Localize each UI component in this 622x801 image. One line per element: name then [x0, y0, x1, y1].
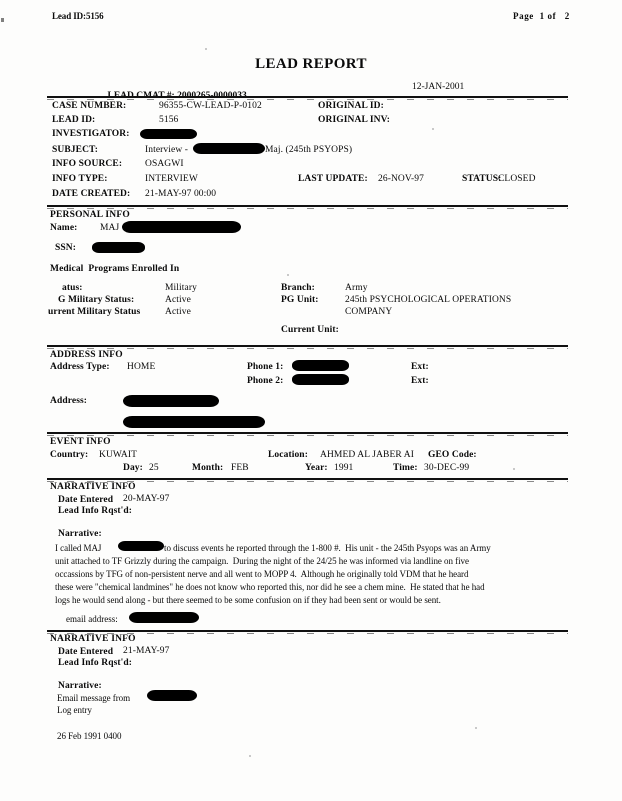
divider-header	[47, 96, 568, 98]
section-narrative-info-1: NARRATIVE INFO	[50, 482, 136, 492]
current-unit-label: Current Unit:	[281, 325, 339, 335]
section-narrative-info-2: NARRATIVE INFO	[50, 634, 136, 644]
narrative-body-2-line-2: 26 Feb 1991 0400	[57, 731, 122, 741]
info-type-label: INFO TYPE:	[52, 174, 108, 184]
status-label: STATUS:	[462, 174, 502, 184]
address-type-label: Address Type:	[50, 362, 110, 372]
address-redaction-line2	[123, 416, 265, 428]
country-label: Country:	[50, 450, 89, 460]
day-label: Day:	[123, 463, 143, 473]
location-label: Location:	[268, 450, 308, 460]
page-title: LEAD REPORT	[255, 56, 367, 72]
status-field-label: atus:	[62, 283, 83, 293]
last-update-value: 26-NOV-97	[378, 174, 424, 184]
address-redaction-line1	[123, 395, 219, 407]
narrative-body-1-line-0: to discuss events he reported through the 1-800 #. His unit - the 245th Psyops was an Army	[164, 543, 491, 553]
geo-code-label: GEO Code:	[428, 450, 477, 460]
narrative-body-1-line-2: occassions by TFG of non-persistent nerve and all went to MOPP 4. Although he originally told VDM that he heard	[55, 569, 469, 579]
section-event-info: EVENT INFO	[50, 437, 111, 447]
phone2-label: Phone 2:	[247, 376, 284, 386]
phone1-redaction	[292, 360, 349, 371]
name-redaction	[122, 221, 241, 233]
narrative-1-name-redaction	[118, 541, 164, 551]
address-label: Address:	[50, 396, 88, 406]
narrative-body-2-line-1: Log entry	[57, 705, 92, 715]
info-source-label: INFO SOURCE:	[52, 159, 123, 169]
divider-narrative-1	[47, 478, 568, 480]
divider-address	[47, 345, 568, 347]
case-number-value: 96355-CW-LEAD-P-0102	[159, 101, 262, 111]
lead-id-label: LEAD ID:	[52, 115, 96, 125]
original-inv-label: ORIGINAL INV:	[318, 115, 390, 125]
subject-value-prefix: Interview -	[145, 145, 189, 155]
date-entered-label-1: Date Entered	[58, 495, 114, 505]
narrative-label-2: Narrative:	[58, 681, 102, 691]
subject-label: SUBJECT:	[52, 145, 99, 155]
time-value: 30-DEC-99	[424, 463, 470, 473]
month-label: Month:	[192, 463, 224, 473]
subject-value-suffix: Maj. (245th PSYOPS)	[265, 145, 353, 155]
narrative-body-1-line-1: unit attached to TF Grizzly during the campaign. During the night of the 24/25 he was informed via landline on five	[55, 556, 469, 566]
section-personal-info: PERSONAL INFO	[50, 210, 130, 220]
case-number-label: CASE NUMBER:	[52, 101, 127, 111]
original-id-label: ORIGINAL ID:	[318, 101, 384, 111]
report-date: 12-JAN-2001	[412, 82, 465, 92]
subject-name-redaction	[193, 143, 265, 154]
address-type-value: HOME	[127, 362, 156, 372]
date-entered-value-2: 21-MAY-97	[123, 646, 170, 656]
pg-unit-value-line1: 245th PSYCHOLOGICAL OPERATIONS	[345, 295, 512, 305]
phone2-redaction	[292, 374, 349, 385]
investigator-redaction	[140, 129, 197, 139]
info-source-value: OSAGWI	[145, 159, 184, 169]
narrative-body-1-prefix: I called MAJ	[55, 543, 102, 553]
branch-label: Branch:	[281, 283, 315, 293]
current-military-status-label: urrent Military Status	[48, 307, 141, 317]
name-label: Name:	[50, 223, 78, 233]
g-military-status-value: Active	[165, 295, 191, 305]
medical-programs-label: Medical Programs Enrolled In	[50, 264, 180, 274]
ext2-label: Ext:	[411, 376, 429, 386]
date-entered-label-2: Date Entered	[58, 647, 114, 657]
pg-unit-label: PG Unit:	[281, 295, 319, 305]
ext1-label: Ext:	[411, 362, 429, 372]
scan-speckle	[513, 468, 515, 470]
info-type-value: INTERVIEW	[145, 174, 198, 184]
ssn-redaction	[92, 242, 145, 253]
time-label: Time:	[393, 463, 418, 473]
divider-event	[47, 432, 568, 434]
month-value: FEB	[231, 463, 249, 473]
branch-value: Army	[345, 283, 368, 293]
phone1-label: Phone 1:	[247, 362, 284, 372]
lead-info-rqstd-label-1: Lead Info Rqst'd:	[58, 506, 133, 516]
year-label: Year:	[305, 463, 328, 473]
last-update-label: LAST UPDATE:	[298, 174, 368, 184]
g-military-status-label: G Military Status:	[58, 295, 135, 305]
narrative-body-1-line-4: logs he would send along - but there seemed to be some confusion on if they had been sent or would be sent.	[55, 595, 441, 605]
scan-speckle	[475, 727, 477, 729]
scan-speckle	[287, 274, 289, 276]
day-value: 25	[149, 463, 159, 473]
ssn-label: SSN:	[55, 243, 76, 253]
divider-narrative-2	[47, 630, 568, 632]
section-address-info: ADDRESS INFO	[50, 350, 123, 360]
date-created-label: DATE CREATED:	[52, 189, 131, 199]
header-lead-id: Lead ID:5156	[52, 11, 104, 21]
divider-personal	[47, 205, 568, 207]
pg-unit-value-line2: COMPANY	[345, 307, 393, 317]
narrative-body-1-line-3: these were "chemical landmines" he does not know who reported this, nor did he see a chem mine. He stated that he had	[55, 582, 485, 592]
header-page-number: Page 1 of 2	[513, 11, 570, 21]
date-entered-value-1: 20-MAY-97	[123, 494, 170, 504]
narrative-label-1: Narrative:	[58, 529, 102, 539]
narrative-2-sender-redaction	[147, 690, 197, 701]
lead-info-rqstd-label-2: Lead Info Rqst'd:	[58, 658, 133, 668]
country-value: KUWAIT	[99, 450, 138, 460]
scan-edge-artifact	[1, 18, 4, 22]
date-created-value: 21-MAY-97 00:00	[145, 189, 217, 199]
scan-speckle	[249, 755, 251, 757]
narrative-body-2-line-0: Email message from	[57, 693, 131, 703]
email-address-redaction	[129, 612, 199, 623]
email-address-label: email address:	[66, 614, 118, 624]
year-value: 1991	[334, 463, 354, 473]
investigator-label: INVESTIGATOR:	[52, 129, 130, 139]
current-military-status-value: Active	[165, 307, 191, 317]
name-rank: MAJ	[100, 223, 120, 233]
scan-speckle	[205, 48, 207, 50]
status-value: CLOSED	[498, 174, 536, 184]
location-value: AHMED AL JABER AI	[320, 450, 414, 460]
scan-speckle	[432, 128, 434, 130]
status-field-value: Military	[165, 283, 197, 293]
lead-id-value: 5156	[159, 115, 179, 125]
